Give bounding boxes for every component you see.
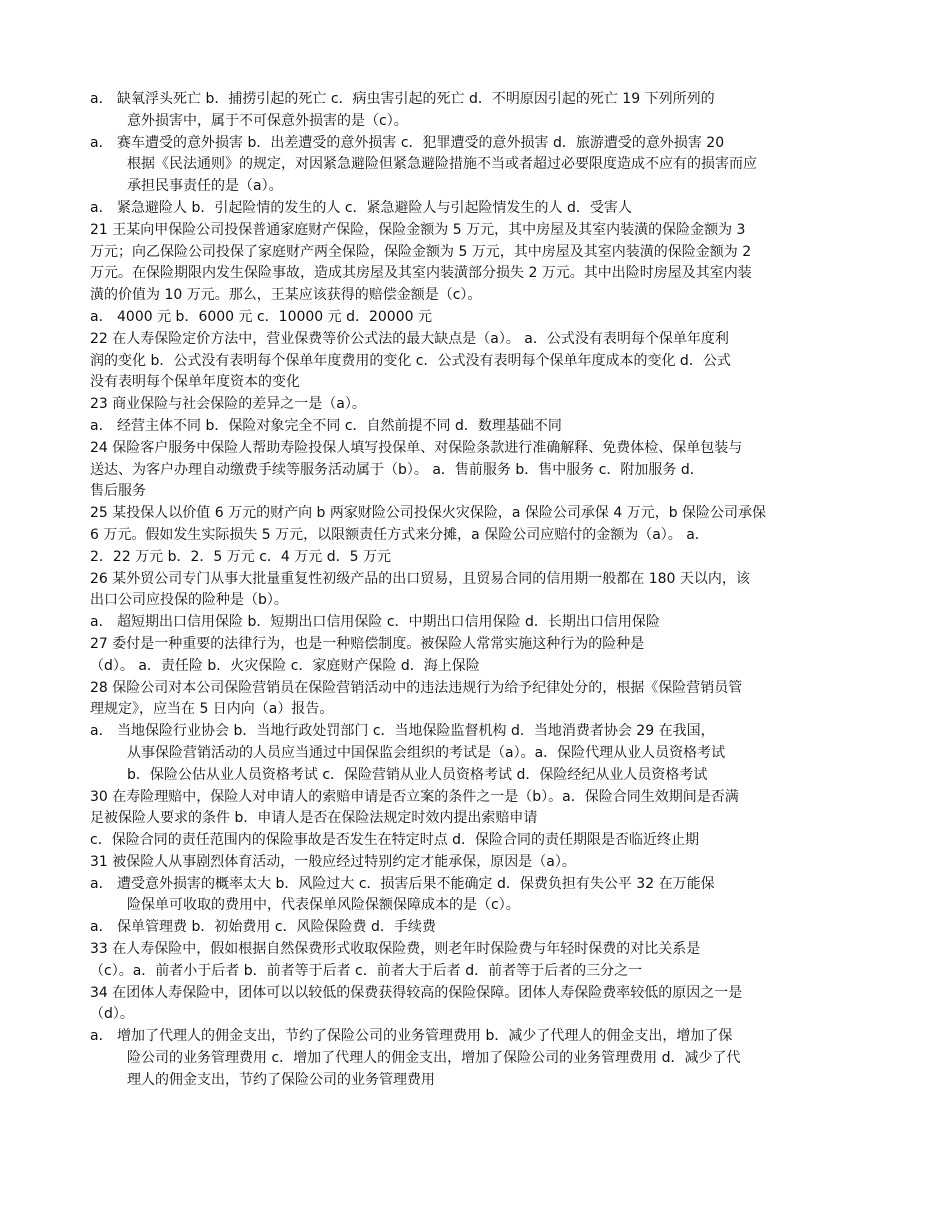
- text-line: 万元；向乙保险公司投保了家庭财产两全保险，保险金额为 5 万元，其中房屋及其室内装潢的保险金额为 2: [90, 243, 752, 260]
- text-line: 2．22 万元 b．2．5 万元 c．4 万元 d．5 万元: [90, 548, 391, 565]
- text-line: a． 紧急避险人 b．引起险情的发生的人 c．紧急避险人与引起险情发生的人 d．受害人: [90, 199, 632, 216]
- text-line: a． 当地保险行业协会 b．当地行政处罚部门 c．当地保险监督机构 d．当地消费者协会 29 在我国，: [90, 723, 715, 740]
- text-line: a． 保单管理费 b．初始费用 c．风险保险费 d．手续费: [90, 919, 436, 936]
- text-line: 承担民事责任的是（a）。: [127, 178, 283, 195]
- document-body: [90, 89, 862, 1092]
- text-line: a． 遭受意外损害的概率太大 b．风险过大 c．损害后果不能确定 d．保费负担有失公平 32 在万能保: [90, 875, 715, 892]
- text-line: a． 缺氧浮头死亡 b．捕捞引起的死亡 c．病虫害引起的死亡 d．不明原因引起的死亡 19 下列所列的: [90, 91, 715, 107]
- text-line: 润的变化 b．公式没有表明每个保单年度费用的变化 c．公式没有表明每个保单年度成本的变化 d．公式: [90, 352, 731, 369]
- text-line: 潢的价值为 10 万元。那么，王某应该获得的赔偿金额是（c）。: [90, 287, 482, 304]
- text-line: 意外损害中，属于不可保意外损害的是（c）。: [127, 112, 408, 129]
- text-line: 出口公司应投保的险种是（b）。: [90, 592, 288, 609]
- text-line: 31 被保险人从事剧烈体育活动，一般应经过特别约定才能承保，原因是（a）。: [90, 853, 576, 870]
- text-line: 从事保险营销活动的人员应当通过中国保监会组织的考试是（a）。a．保险代理从业人员资格考试: [127, 744, 726, 761]
- text-line: 30 在寿险理赔中，保险人对申请人的索赔申请是否立案的条件之一是（b）。a．保险合同生效期间是否满: [90, 788, 739, 805]
- text-line: 没有表明每个保单年度资本的变化: [90, 374, 300, 391]
- text-line: a． 4000 元 b．6000 元 c．10000 元 d．20000 元: [90, 308, 432, 325]
- text-line: c．保险合同的责任范围内的保险事故是否发生在特定时点 d．保险合同的责任期限是否临近终止期: [90, 832, 700, 849]
- text-line: 险公司的业务管理费用 c．增加了代理人的佣金支出，增加了保险公司的业务管理费用 d．减少了代: [127, 1050, 741, 1067]
- text-line: 26 某外贸公司专门从事大批量重复性初级产品的出口贸易，且贸易合同的信用期一般都在 180 天以内，该: [90, 570, 750, 587]
- text-line: 万元。在保险期限内发生保险事故，造成其房屋及其室内装潢部分损失 2 万元。其中出险时房屋及其室内装: [90, 265, 752, 282]
- text-line: 根据《民法通则》的规定，对因紧急避险但紧急避险措施不当或者超过必要限度造成不应有的损害而应: [127, 156, 757, 173]
- text-line: （d）。: [90, 1006, 134, 1023]
- text-line: 送达、为客户办理自动缴费手续等服务活动属于（b）。 a．售前服务 b．售中服务 c．附加服务 d．: [90, 461, 704, 478]
- text-line: 理规定》，应当在 5 日内向（a）报告。: [90, 701, 334, 718]
- text-line: 售后服务: [90, 483, 146, 500]
- text-line: b．保险公估从业人员资格考试 c．保险营销从业人员资格考试 d．保险经纪从业人员资格考试: [127, 766, 708, 783]
- text-line: 33 在人寿保险中，假如根据自然保费形式收取保险费，则老年时保险费与年轻时保费的对比关系是: [90, 941, 701, 958]
- text-line: 22 在人寿保险定价方法中，营业保费等价公式法的最大缺点是（a）。 a．公式没有表明每个保单年度利: [90, 330, 729, 347]
- text-line: 6 万元。假如发生实际损失 5 万元，以限额责任方式来分摊，a 保险公司应赔付的金额为（a）。 a．: [90, 526, 709, 543]
- text-line: 27 委付是一种重要的法律行为，也是一种赔偿制度。被保险人常常实施这种行为的险种是: [90, 635, 645, 652]
- text-line: 25 某投保人以价值 6 万元的财产向 b 两家财险公司投保火灾保险，a 保险公司承保 4 万元，b 保险公司承保: [90, 505, 767, 522]
- text-line: 21 王某向甲保险公司投保普通家庭财产保险，保险金额为 5 万元，其中房屋及其室内装潢的保险金额为 3: [90, 221, 746, 238]
- text-line: （d）。 a．责任险 b．火灾保险 c．家庭财产保险 d．海上保险: [90, 657, 480, 674]
- text-line: a． 增加了代理人的佣金支出，节约了保险公司的业务管理费用 b．减少了代理人的佣金支出，增加了保: [90, 1028, 733, 1045]
- text-line: 险保单可收取的费用中，代表保单风险保额保障成本的是（c）。: [127, 897, 520, 914]
- text-line: a． 超短期出口信用保险 b．短期出口信用保险 c．中期出口信用保险 d．长期出口信用保险: [90, 614, 660, 631]
- text-line: 34 在团体人寿保险中，团体可以以较低的保费获得较高的保险保障。团体人寿保险费率较低的原因之一是: [90, 984, 743, 1001]
- text-line: 23 商业保险与社会保险的差异之一是（a）。: [90, 396, 366, 413]
- text-line: a． 经营主体不同 b．保险对象完全不同 c．自然前提不同 d．数理基础不同: [90, 417, 562, 434]
- text-line: 理人的佣金支出，节约了保险公司的业务管理费用: [127, 1071, 435, 1088]
- text-line: （c）。a．前者小于后者 b．前者等于后者 c．前者大于后者 d．前者等于后者的三分之一: [90, 962, 643, 979]
- text-line: a． 赛车遭受的意外损害 b．出差遭受的意外损害 c．犯罪遭受的意外损害 d．旅游遭受的意外损害 20: [90, 134, 725, 151]
- text-line: 足被保险人要求的条件 b．申请人是否在保险法规定时效内提出索赔申请: [90, 810, 538, 827]
- text-line: 24 保险客户服务中保险人帮助寿险投保人填写投保单、对保险条款进行准确解释、免费体检、保单包装与: [90, 439, 743, 456]
- text-line: 28 保险公司对本公司保险营销员在保险营销活动中的违法违规行为给予纪律处分的，根据《保险营销员管: [90, 679, 743, 696]
